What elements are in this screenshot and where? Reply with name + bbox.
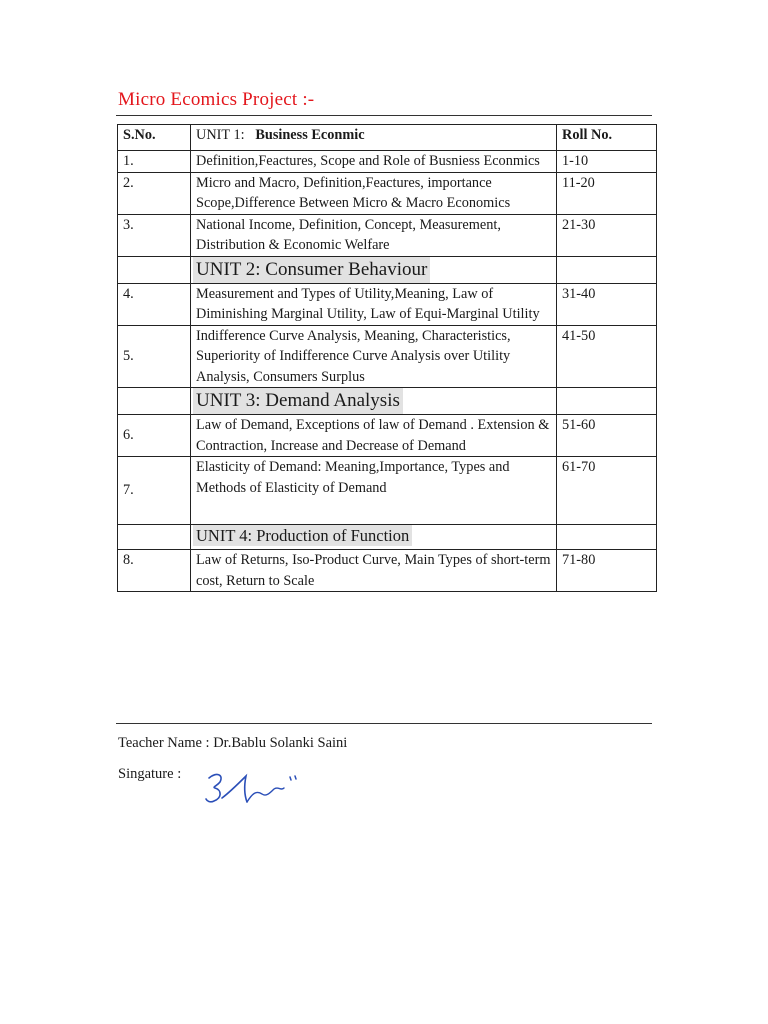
top-divider bbox=[116, 115, 652, 116]
row-topic: National Income, Definition, Concept, Measurement, Distribution & Economic Welfare bbox=[191, 214, 557, 256]
row-sno: 7. bbox=[118, 457, 191, 525]
row-topic: Law of Returns, Iso-Product Curve, Main Types of short-term cost, Return to Scale bbox=[191, 550, 557, 592]
signature-label: Singature : bbox=[118, 766, 182, 782]
bottom-divider bbox=[116, 723, 652, 724]
row-roll: 61-70 bbox=[557, 457, 657, 525]
row-topic: Definition,Feactures, Scope and Role of Busniess Econmics bbox=[191, 151, 557, 173]
unit-heading-row bbox=[118, 388, 657, 415]
row-topic: Indifference Curve Analysis, Meaning, Characteristics, Superiority of Indifference Curve Analysis over Utility Analysis, Consumers Surplus bbox=[191, 325, 557, 388]
row-sno: 2. bbox=[118, 172, 191, 214]
row-topic: Law of Demand, Exceptions of law of Demand . Extension & Contraction, Increase and Decrease of Demand bbox=[191, 415, 557, 457]
row-roll: 51-60 bbox=[557, 415, 657, 457]
sno-header: S.No. bbox=[118, 125, 191, 151]
unit-heading-row bbox=[118, 256, 657, 283]
unit2-heading: UNIT 2: Consumer Behaviour bbox=[193, 257, 430, 283]
unit1-header: UNIT 1: Business Econmic bbox=[191, 125, 557, 151]
table-row bbox=[118, 172, 657, 214]
row-roll: 21-30 bbox=[557, 214, 657, 256]
table-row bbox=[118, 325, 657, 388]
unit4-heading: UNIT 4: Production of Function bbox=[193, 525, 412, 546]
row-roll: 31-40 bbox=[557, 283, 657, 325]
row-topic: Measurement and Types of Utility,Meaning, Law of Diminishing Marginal Utility, Law of Equi-Marginal Utility bbox=[191, 283, 557, 325]
teacher-name: Teacher Name : Dr.Bablu Solanki Saini bbox=[118, 735, 348, 751]
roll-header: Roll No. bbox=[557, 125, 657, 151]
row-sno: 6. bbox=[118, 415, 191, 457]
table-row bbox=[118, 214, 657, 256]
table-header-row bbox=[118, 125, 657, 151]
row-roll: 1-10 bbox=[557, 151, 657, 173]
table-row bbox=[118, 283, 657, 325]
signature-image bbox=[200, 764, 310, 816]
row-roll: 71-80 bbox=[557, 550, 657, 592]
row-sno: 5. bbox=[118, 325, 191, 388]
row-sno: 8. bbox=[118, 550, 191, 592]
row-roll: 41-50 bbox=[557, 325, 657, 388]
row-sno: 1. bbox=[118, 151, 191, 173]
table-row bbox=[118, 151, 657, 173]
unit1-name: Business Econmic bbox=[255, 127, 365, 143]
syllabus-table bbox=[117, 124, 657, 592]
row-roll: 11-20 bbox=[557, 172, 657, 214]
table-row bbox=[118, 415, 657, 457]
document-title: Micro Ecomics Project :- bbox=[118, 89, 315, 110]
unit3-heading: UNIT 3: Demand Analysis bbox=[193, 388, 403, 414]
table-row bbox=[118, 550, 657, 592]
unit-heading-row bbox=[118, 525, 657, 550]
row-sno: 3. bbox=[118, 214, 191, 256]
row-sno: 4. bbox=[118, 283, 191, 325]
row-topic: Micro and Macro, Definition,Feactures, importance Scope,Difference Between Micro & Macro Economics bbox=[191, 172, 557, 214]
table-row bbox=[118, 457, 657, 525]
row-topic: Elasticity of Demand: Meaning,Importance, Types and Methods of Elasticity of Demand bbox=[191, 457, 557, 525]
